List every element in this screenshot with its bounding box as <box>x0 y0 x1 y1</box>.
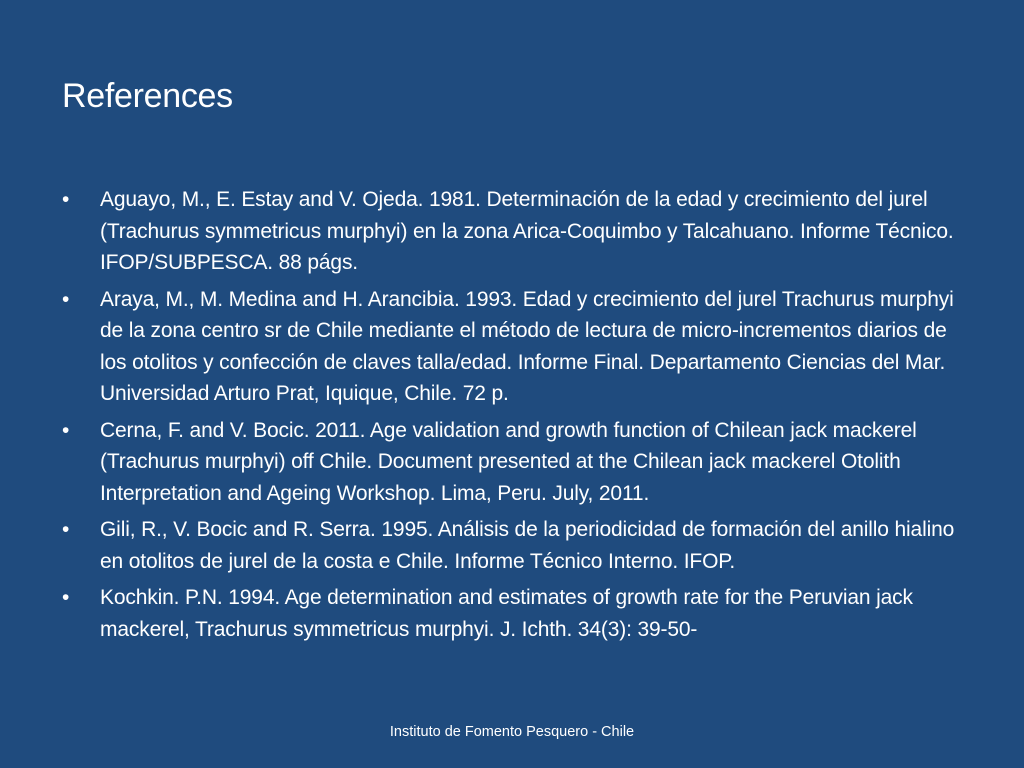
bullet-icon: • <box>62 518 70 541</box>
reference-text: Gili, R., V. Bocic and R. Serra. 1995. Análisis de la periodicidad de formación del anillo hialino en otolitos de jurel de la costa e Chile. Informe Técnico Interno. IFOP. <box>100 518 955 573</box>
slide-footer: Instituto de Fomento Pesquero - Chile <box>389 724 635 740</box>
slide-title: References <box>62 77 233 115</box>
reference-item <box>62 415 962 510</box>
reference-item <box>62 184 962 279</box>
reference-text: Araya, M., M. Medina and H. Arancibia. 1993. Edad y crecimiento del jurel Trachurus murphyi de la zona centro sr de Chile mediante el método de lectura de micro-incrementos diarios de los otolitos y confección de claves talla/edad. Informe Final. Departamento Ciencias del Mar. Universidad Arturo Prat, Iquique, Chile. 72 p. <box>100 287 954 405</box>
reference-item <box>62 514 962 577</box>
bullet-icon: • <box>62 287 70 311</box>
reference-item <box>62 582 962 645</box>
bullet-icon: • <box>62 418 70 442</box>
reference-text: Cerna, F. and V. Bocic. 2011. Age validation and growth function of Chilean jack mackerel (Trachurus murphyi) off Chile. Document presented at the Chilean jack mackerel Otolith Interpretation and Ageing Workshop. Lima, Peru. July, 2011. <box>100 418 917 505</box>
reference-item <box>62 284 962 410</box>
reference-list <box>62 184 962 650</box>
reference-text: Aguayo, M., E. Estay and V. Ojeda. 1981. Determinación de la edad y crecimiento del jurel (Trachurus symmetricus murphyi) en la zona Arica-Coquimbo y Talcahuano. Informe Técnico. IFOP/SUBPESCA. 88 págs. <box>100 188 954 274</box>
bullet-icon: • <box>62 188 70 211</box>
reference-text: Kochkin. P.N. 1994. Age determination and estimates of growth rate for the Peruvian jack mackerel, Trachurus symmetricus murphyi. J. Ichth. 34(3): 39-50- <box>100 586 913 641</box>
bullet-icon: • <box>62 586 70 609</box>
